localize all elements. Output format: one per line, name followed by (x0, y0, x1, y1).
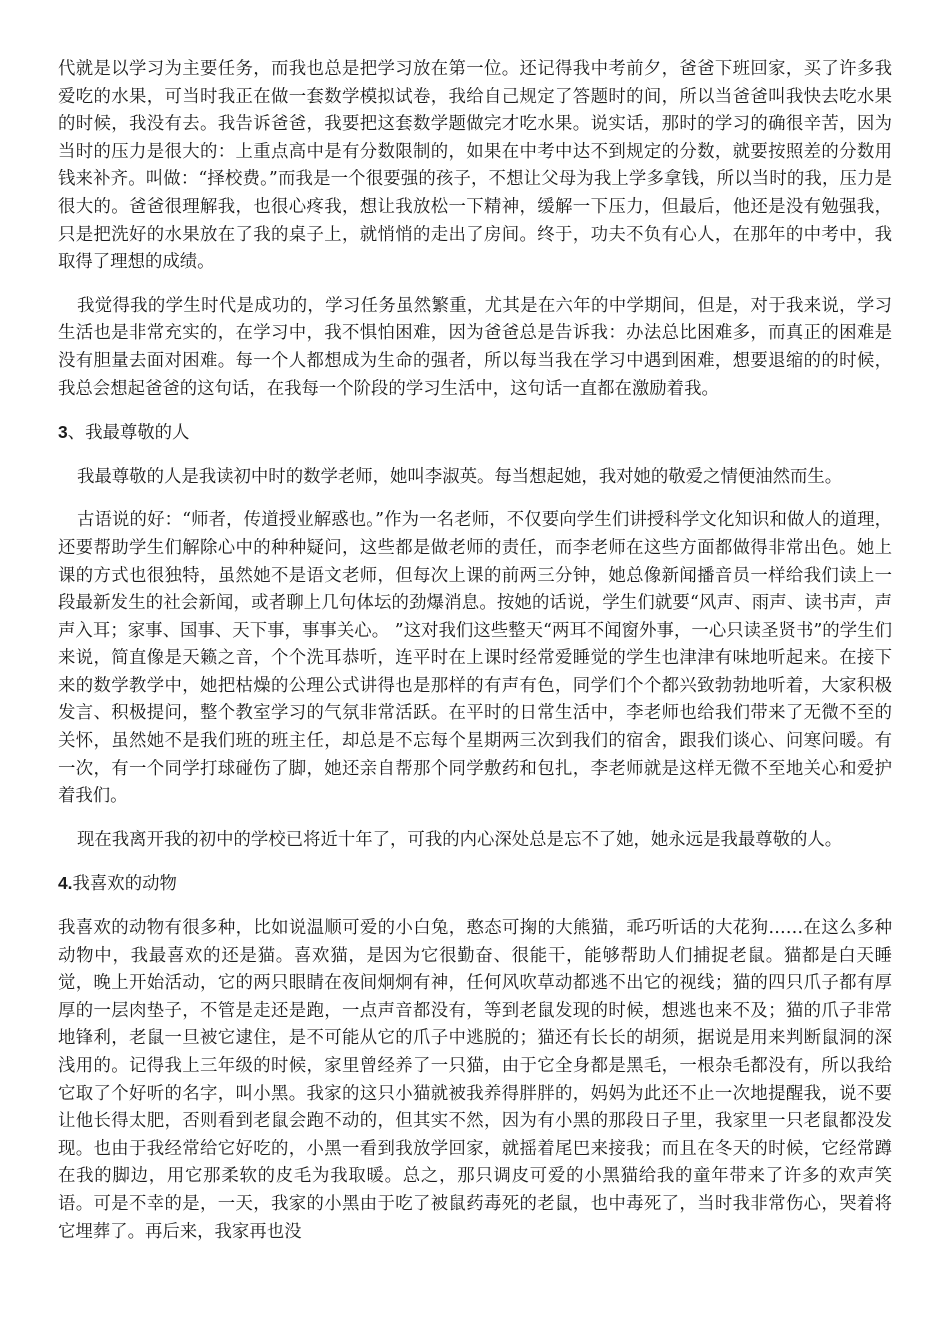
section4-title: 我喜欢的动物 (72, 874, 177, 895)
section3-paragraph-intro: 我最尊敬的人是我读初中时的数学老师，她叫李淑英。每当想起她，我对她的敬爱之情便油然而生。 (77, 466, 843, 487)
section3-paragraph-conclusion: 现在我离开我的初中的学校已将近十年了，可我的内心深处总是忘不了她，她永远是我最尊敬的人。 (77, 829, 843, 850)
document-page (58, 56, 892, 1262)
section4-heading (58, 870, 892, 899)
section3-paragraph-body: 古语说的好：“师者，传道授业解惑也。”作为一名老师，不仅要向学生们讲授科学文化知识和做人的道理，还要帮助学生们解除心中的种种疑问，这些都是做老师的责任，而李老师在这些方面都做得非常出色。她上课的方式也很独特，虽然她不是语文老师，但每次上课的前两三分钟，她总像新闻播音员一样给我们读上一段最新发生的社会新闻，或者聊上几句体坛的劲爆消息。按她的话说，学生们就要“风声、雨声、读书声，声声入耳；家事、国事、天下事，事事关心。 ”这对我们这些整天“两耳不闻窗外事，一心只读圣贤书”的学生们来说，简直像是天籁之音，个个洗耳恭听，连平时在上课时经常爱睡觉的学生也津津有味地听起来。在接下来的数学教学中，她把枯燥的公理公式讲得也是那样的有声有色，同学们个个都兴致勃勃地听着，大家积极发言、积极提问，整个教室学习的气氛非常活跃。在平时的日常生活中，李老师也给我们带来了无微不至的关怀，虽然她不是我们班的班主任，却总是不忘每个星期两三次到我们的宿舍，跟我们谈心、问寒问暖。有一次，有一个同学打球碰伤了脚，她还亲自帮那个同学敷药和包扎，李老师就是这样无微不至地关心和爱护着我们。 (58, 510, 892, 807)
section4-paragraph-body: 我喜欢的动物有很多种，比如说温顺可爱的小白兔，憨态可掬的大熊猫，乖巧听话的大花狗……在这么多种动物中，我最喜欢的还是猫。喜欢猫，是因为它很勤奋、很能干，能够帮助人们捕捉老鼠。猫都是白天睡觉，晚上开始活动，它的两只眼睛在夜间炯炯有神，任何风吹草动都逃不出它的视线；猫的四只爪子都有厚厚的一层肉垫子，不管是走还是跑，一点声音都没有，等到老鼠发现的时候，想逃也来不及；猫的爪子非常地锋利，老鼠一旦被它逮住，是不可能从它的爪子中逃脱的；猫还有长长的胡须，据说是用来判断鼠洞的深浅用的。记得我上三年级的时候，家里曾经养了一只猫，由于它全身都是黑毛，一根杂毛都没有，所以我给它取了个好听的名字，叫小黑。我家的这只小猫就被我养得胖胖的，妈妈为此还不止一次地提醒我，说不要让他长得太肥，否则看到老鼠会跑不动的，但其实不然，因为有小黑的那段日子里，我家里一只老鼠都没发现。也由于我经常给它好吃的，小黑一看到我放学回家，就摇着尾巴来接我；而且在冬天的时候，它经常蹲在我的脚边，用它那柔软的皮毛为我取暖。总之，那只调皮可爱的小黑猫给我的童年带来了许多的欢声笑语。可是不幸的是，一天，我家的小黑由于吃了被鼠药毒死的老鼠，也中毒死了，当时我非常伤心，哭着将它埋葬了。再后来，我家再也没 (58, 918, 892, 1242)
essay2-paragraph-continued: 代就是以学习为主要任务，而我也总是把学习放在第一位。还记得我中考前夕，爸爸下班回家，买了许多我爱吃的水果，可当时我正在做一套数学模拟试卷，我给自己规定了答题时的间，所以当爸爸叫我快去吃水果的时候，我没有去。我告诉爸爸，我要把这套数学题做完才吃水果。说实话，那时的学习的确很辛苦，因为当时的压力是很大的：上重点高中是有分数限制的，如果在中考中达不到规定的分数，就要按照差的分数用钱来补齐。叫做：“择校费。”而我是一个很要强的孩子，不想让父母为我上学多拿钱，所以当时的我，压力是很大的。爸爸很理解我，也很心疼我，想让我放松一下精神，缓解一下压力，但最后，他还是没有勉强我，只是把洗好的水果放在了我的桌子上，就悄悄的走出了房间。终于，功夫不负有心人，在那年的中考中，我取得了理想的成绩。 (58, 59, 892, 273)
essay2-paragraph-conclusion: 我觉得我的学生时代是成功的，学习任务虽然繁重，尤其是在六年的中学期间，但是，对于我来说，学习生活也是非常充实的，在学习中，我不惧怕困难，因为爸爸总是告诉我：办法总比困难多，而真正的困难是没有胆量去面对困难。每一个人都想成为生命的强者，所以每当我在学习中遇到困难，想要退缩的的时候，我总会想起爸爸的这句话，在我每一个阶段的学习生活中，这句话一直都在激励着我。 (58, 295, 892, 399)
section4-number: 4. (58, 873, 73, 894)
section3-title: 、我最尊敬的人 (67, 423, 190, 444)
section3-heading (58, 419, 892, 448)
section3-number: 3 (58, 422, 68, 443)
